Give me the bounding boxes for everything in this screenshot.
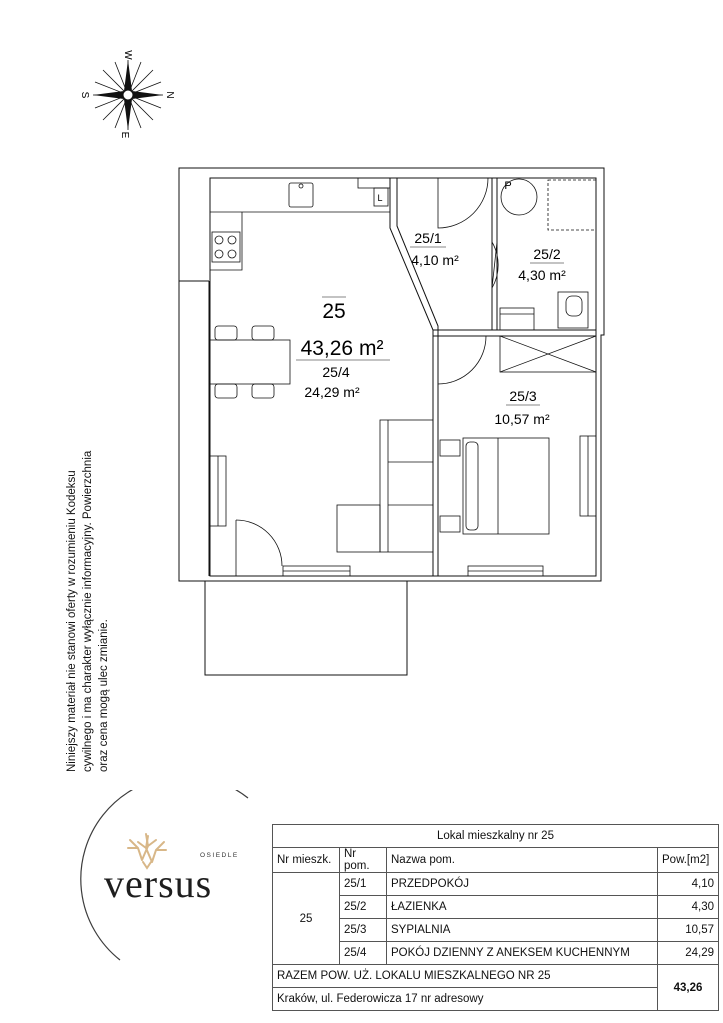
total-area: 43,26	[658, 965, 719, 1011]
wardrobe	[500, 336, 596, 372]
room-25-4-area: 24,29 m²	[304, 384, 360, 400]
room-name-cell: POKÓJ DZIENNY Z ANEKSEM KUCHENNYM	[387, 942, 658, 965]
shaft-p-label: P	[504, 180, 512, 192]
room-no-cell: 25/4	[340, 942, 387, 965]
compass-w: W	[122, 50, 133, 60]
header-room-name: Nazwa pom.	[387, 848, 658, 873]
room-no-cell: 25/1	[340, 873, 387, 896]
balcony	[205, 581, 407, 675]
disclaimer	[64, 212, 112, 772]
table-title: Lokal mieszkalny nr 25	[273, 825, 719, 848]
room-25-2-no: 25/2	[533, 246, 561, 262]
header-unit-no: Nr mieszk.	[273, 848, 340, 873]
room-name-cell: PRZEDPOKÓJ	[387, 873, 658, 896]
compass-rose-icon	[79, 50, 175, 138]
room-25-1-no: 25/1	[414, 230, 442, 246]
disclaimer-line: Niniejszy materiał nie stanowi oferty w rozumieniu Kodeksu	[66, 470, 78, 772]
room-name-cell: SYPIALNIA	[387, 919, 658, 942]
bed	[440, 438, 549, 534]
room-labels	[296, 230, 566, 427]
unit-number: 25	[322, 300, 346, 323]
walls	[179, 168, 604, 581]
table-row	[273, 873, 719, 896]
compass-e: E	[119, 131, 130, 139]
shaft-l-label: L	[377, 193, 383, 203]
total-label: RAZEM POW. UŻ. LOKALU MIESZKALNEGO NR 25	[273, 965, 658, 988]
disclaimer-line: cywilnego i ma charakter wyłącznie informacyjny. Powierzchnia	[82, 450, 94, 772]
room-no-cell: 25/3	[340, 919, 387, 942]
disclaimer-line: oraz cena mogą ulec zmianie.	[98, 619, 110, 772]
header-room-no: Nr pom.	[340, 848, 387, 873]
room-table	[272, 824, 719, 1011]
compass-s: S	[79, 91, 90, 99]
header-area: Pow.[m2]	[658, 848, 719, 873]
table-row	[273, 896, 719, 919]
unit-area: 43,26 m²	[300, 337, 384, 360]
sofa	[337, 420, 433, 552]
room-area-cell: 4,30	[658, 896, 719, 919]
windows	[210, 178, 596, 576]
room-25-3-area: 10,57 m²	[494, 411, 550, 427]
compass-n: N	[164, 91, 175, 99]
logo-small-text: OSIEDLE	[200, 852, 239, 859]
room-25-1-area: 4,10 m²	[411, 252, 459, 268]
table-row	[273, 942, 719, 965]
room-name-cell: ŁAZIENKA	[387, 896, 658, 919]
dining-table	[210, 326, 290, 398]
table-row	[273, 919, 719, 942]
room-25-4-no: 25/4	[322, 364, 350, 380]
room-area-cell: 4,10	[658, 873, 719, 896]
kitchen-counter	[210, 183, 390, 270]
address: Kraków, ul. Federowicza 17 nr adresowy	[273, 988, 658, 1011]
logo-name: versus	[104, 861, 213, 906]
unit-no-cell: 25	[273, 873, 340, 965]
room-area-cell: 24,29	[658, 942, 719, 965]
room-25-2-area: 4,30 m²	[518, 267, 566, 283]
room-25-3-no: 25/3	[509, 388, 537, 404]
room-area-cell: 10,57	[658, 919, 719, 942]
room-no-cell: 25/2	[340, 896, 387, 919]
